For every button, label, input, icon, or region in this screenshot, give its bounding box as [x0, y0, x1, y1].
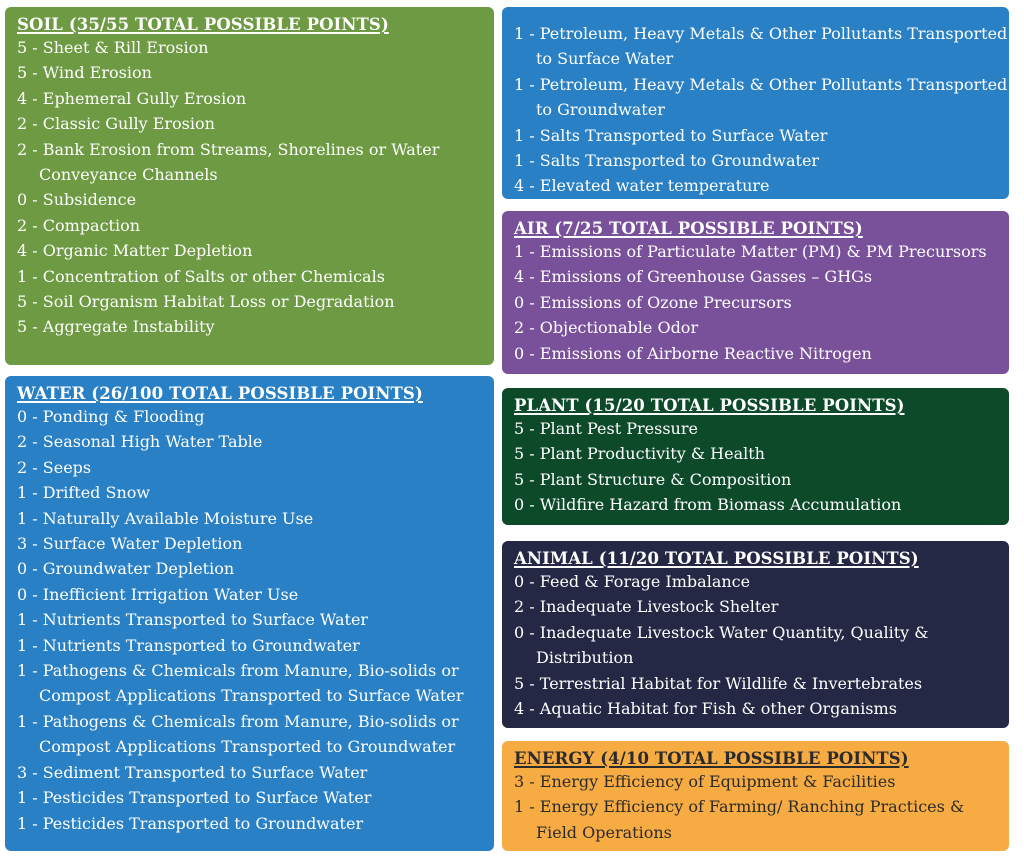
energy-list [514, 769, 999, 845]
list-item: 1 - Naturally Available Moisture Use [17, 508, 314, 528]
list-item-text: 0 - Inadequate Livestock Water Quantity, Quality & [514, 622, 929, 642]
list-item: 3 - Energy Efficiency of Equipment & Facilities [514, 772, 896, 791]
list-item: 5 - Sheet & Rill Erosion [17, 38, 209, 57]
animal-panel [502, 541, 1009, 728]
list-item: 0 - Ponding & Flooding [17, 407, 205, 426]
list-item: 0 - Emissions of Ozone Precursors [514, 292, 792, 312]
list-item: 1 - Salts Transported to Groundwater [514, 151, 820, 171]
list-item: 0 - Emissions of Airborne Reactive Nitrogen [514, 343, 872, 363]
air-title: AIR (7/25 TOTAL POSSIBLE POINTS) [514, 219, 863, 238]
list-item-continuation: Conveyance Channels [39, 165, 218, 185]
water-panel [5, 376, 494, 851]
list-item-continuation: Distribution [536, 648, 634, 668]
list-item: 5 - Plant Structure & Composition [514, 469, 792, 489]
water-list [17, 404, 484, 836]
list-item [514, 72, 1008, 123]
list-item: 2 - Compaction [17, 215, 141, 235]
list-item: 5 - Terrestrial Habitat for Wildlife & Invertebrates [514, 673, 923, 693]
list-item [514, 794, 999, 845]
list-item [17, 137, 484, 188]
list-item: 3 - Surface Water Depletion [17, 534, 243, 554]
list-item: 5 - Plant Pest Pressure [514, 419, 698, 438]
soil-panel [5, 7, 494, 365]
list-item: 2 - Objectionable Odor [514, 318, 699, 338]
list-item-text: 1 - Pathogens & Chemicals from Manure, Bio-solids or [17, 661, 459, 681]
water-continued-panel [502, 7, 1009, 199]
list-item-text: 1 - Pathogens & Chemicals from Manure, Bio-solids or [17, 711, 459, 731]
list-item-text: 1 - Petroleum, Heavy Metals & Other Pollutants Transported [514, 74, 1008, 94]
list-item: 2 - Seeps [17, 457, 92, 477]
list-item-continuation: Compost Applications Transported to Surface Water [39, 686, 464, 706]
list-item: 4 - Emissions of Greenhouse Gasses – GHGs [514, 267, 873, 287]
list-item: 2 - Classic Gully Erosion [17, 114, 215, 134]
air-panel [502, 211, 1009, 374]
soil-title: SOIL (35/55 TOTAL POSSIBLE POINTS) [17, 15, 389, 34]
list-item: 5 - Soil Organism Habitat Loss or Degradation [17, 292, 395, 312]
list-item: 5 - Plant Productivity & Health [514, 444, 765, 464]
air-list [514, 239, 999, 366]
list-item: 1 - Drifted Snow [17, 483, 151, 503]
list-item: 1 - Concentration of Salts or other Chemicals [17, 266, 385, 286]
list-item: 0 - Inefficient Irrigation Water Use [17, 584, 299, 604]
list-item: 1 - Pesticides Transported to Groundwater [17, 813, 364, 833]
plant-title: PLANT (15/20 TOTAL POSSIBLE POINTS) [514, 396, 905, 415]
list-item: 1 - Nutrients Transported to Groundwater [17, 635, 360, 655]
list-item: 1 - Emissions of Particulate Matter (PM) & PM Precursors [514, 242, 987, 261]
list-item-continuation: Field Operations [536, 822, 672, 842]
list-item-text: 1 - Energy Efficiency of Farming/ Ranching Practices & [514, 797, 965, 817]
list-item: 1 - Nutrients Transported to Surface Water [17, 610, 369, 630]
energy-panel [502, 741, 1009, 851]
list-item: 5 - Wind Erosion [17, 63, 152, 83]
water-continued-list [514, 21, 1008, 199]
list-item: 4 - Ephemeral Gully Erosion [17, 88, 247, 108]
animal-title: ANIMAL (11/20 TOTAL POSSIBLE POINTS) [514, 549, 919, 568]
water-title: WATER (26/100 TOTAL POSSIBLE POINTS) [17, 384, 423, 403]
list-item: 4 - Elevated water temperature [514, 176, 770, 196]
list-item: 2 - Seasonal High Water Table [17, 432, 263, 452]
soil-list [17, 35, 484, 340]
list-item: 5 - Aggregate Instability [17, 317, 215, 337]
plant-list [514, 416, 999, 518]
list-item: 3 - Sediment Transported to Surface Water [17, 762, 368, 782]
list-item: 0 - Feed & Forage Imbalance [514, 572, 751, 591]
list-item-continuation: to Surface Water [536, 49, 674, 69]
energy-title: ENERGY (4/10 TOTAL POSSIBLE POINTS) [514, 749, 909, 768]
list-item: 0 - Wildfire Hazard from Biomass Accumulation [514, 495, 902, 515]
list-item: 0 - Groundwater Depletion [17, 559, 235, 579]
list-item: 2 - Inadequate Livestock Shelter [514, 597, 779, 617]
list-item-continuation: to Groundwater [536, 100, 665, 120]
plant-panel [502, 388, 1009, 525]
list-item [17, 709, 484, 760]
list-item [514, 620, 999, 671]
list-item: 0 - Subsidence [17, 190, 137, 210]
list-item: 1 - Pesticides Transported to Surface Water [17, 788, 372, 808]
list-item [514, 21, 1008, 72]
list-item-continuation: Compost Applications Transported to Groundwater [39, 737, 456, 757]
list-item-text: 1 - Petroleum, Heavy Metals & Other Pollutants Transported [514, 24, 1008, 43]
list-item [17, 658, 484, 709]
list-item: 1 - Salts Transported to Surface Water [514, 125, 828, 145]
animal-list [514, 569, 999, 721]
list-item: 4 - Aquatic Habitat for Fish & other Organisms [514, 699, 897, 719]
list-item: 4 - Organic Matter Depletion [17, 241, 253, 261]
list-item-text: 2 - Bank Erosion from Streams, Shorelines or Water [17, 139, 440, 159]
